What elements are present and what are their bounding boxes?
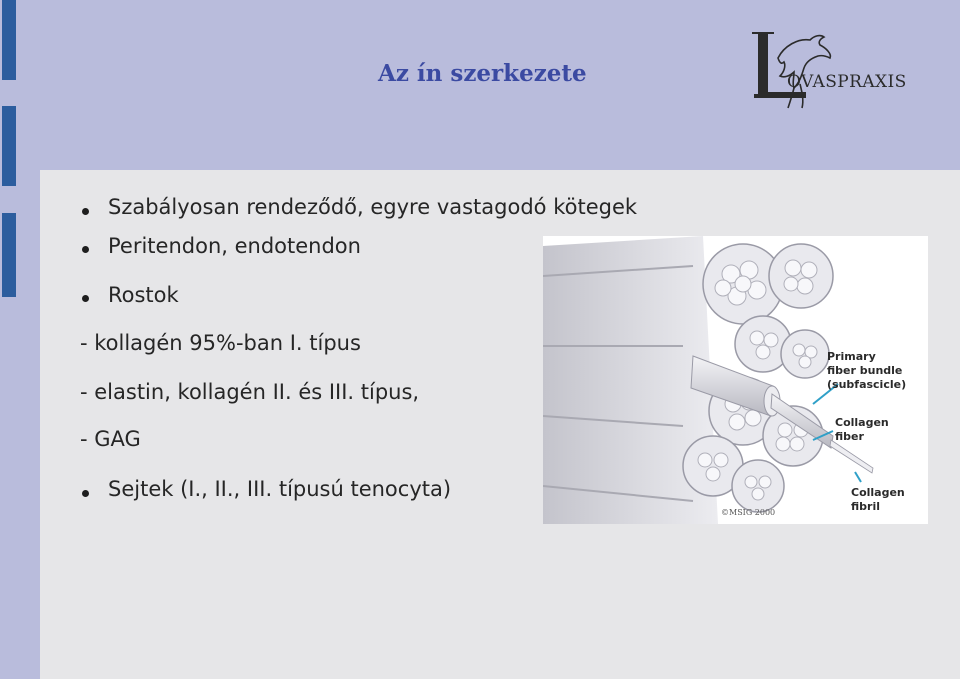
figure-label-line: fibril <box>851 500 880 513</box>
bullet-marker <box>82 295 89 302</box>
bullet-marker <box>82 246 89 253</box>
figure-label-line: fiber bundle <box>827 364 903 377</box>
bullet-marker <box>82 490 89 497</box>
list-item: Szabályosan rendeződő, egyre vastagodó kötegek <box>108 195 638 219</box>
horse-logo-icon <box>748 28 940 112</box>
figure-label-line: (subfascicle) <box>827 378 907 391</box>
figure-copyright: ©MSIG 2000 <box>721 508 776 517</box>
figure-label-line: Collagen <box>851 486 905 499</box>
bullet-marker <box>82 208 89 215</box>
slide-title: Az ín szerkezete <box>378 60 587 87</box>
figure-label-subfascicle <box>827 350 906 392</box>
list-item: - kollagén 95%-ban I. típus <box>80 331 361 355</box>
list-item: - GAG <box>80 427 141 451</box>
tendon-structure-figure <box>543 236 928 524</box>
figure-label-line: fiber <box>835 430 864 443</box>
logo-text: OVASPRAXIS <box>787 72 907 92</box>
figure-label-collagen-fibril <box>851 486 905 514</box>
list-item: Rostok <box>108 283 179 307</box>
list-item: - elastin, kollagén II. és III. típus, <box>80 380 420 404</box>
logo <box>748 28 940 112</box>
list-item: Sejtek (I., II., III. típusú tenocyta) <box>108 477 452 501</box>
list-item: Peritendon, endotendon <box>108 234 361 258</box>
figure-label-line: Primary <box>827 350 876 363</box>
figure-label-collagen-fiber <box>835 416 889 444</box>
figure-label-line: Collagen <box>835 416 889 429</box>
